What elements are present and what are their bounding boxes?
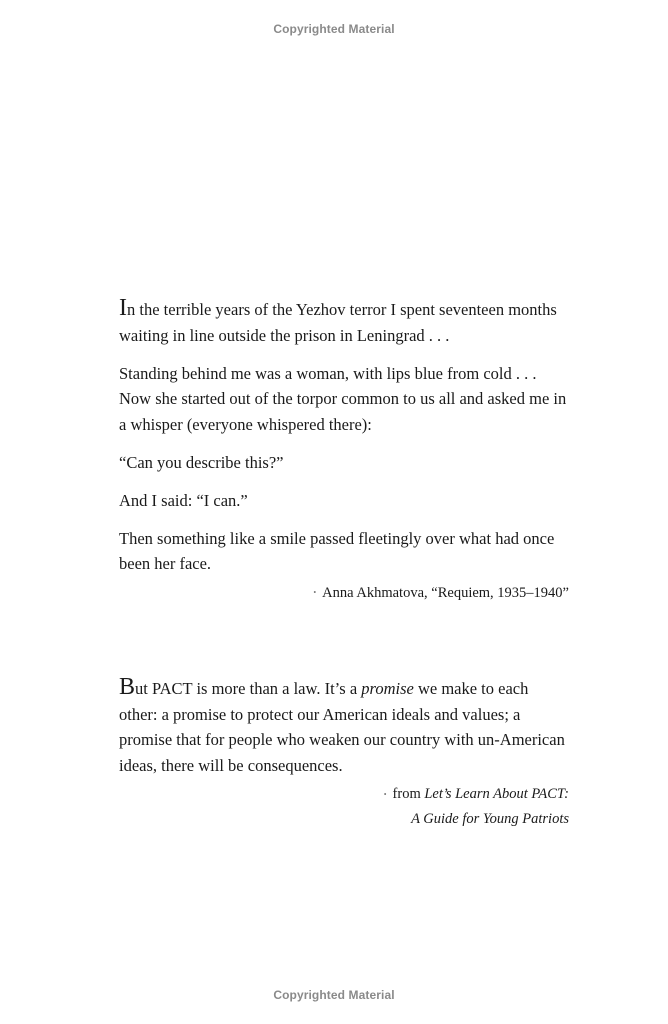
drop-cap: I — [119, 295, 127, 321]
drop-cap: B — [119, 674, 136, 700]
bullet-icon: • — [383, 789, 387, 799]
paragraph-text-before: ut PACT is more than a law. It’s a — [135, 679, 362, 698]
epigraph-attribution — [119, 782, 569, 831]
paragraph-text-after: we make to each other: a promise to protect our American ideals and values; a promise that for people who weaken our country with un-American ideas, there will be consequences. — [119, 679, 565, 775]
attribution-text: Anna Akhmatova, “Requiem, 1935–1940” — [322, 584, 569, 601]
copyright-watermark-top: Copyrighted Material — [273, 22, 395, 36]
epigraph-paragraph: Standing behind me was a woman, with lips blue from cold . . . Now she started out of the torpor common to us all and asked me in a whisper (everyone whispered there): — [119, 363, 567, 434]
epigraph-paragraph: And I said: “I can.” — [119, 490, 248, 510]
epigraph-paragraph — [119, 676, 569, 778]
copyright-watermark-bottom: Copyrighted Material — [273, 988, 395, 1002]
epigraph-paragraph: Then something like a smile passed fleetingly over what had once been her face. — [119, 528, 555, 573]
epigraph-paragraph — [119, 297, 569, 348]
attribution-title-line2: A Guide for Young Patriots — [411, 810, 569, 827]
epigraph-akhmatova — [119, 297, 569, 605]
epigraph-paragraph: “Can you describe this?” — [119, 452, 284, 472]
bullet-icon: • — [313, 588, 317, 598]
epigraph-attribution — [119, 581, 569, 606]
paragraph-text: n the terrible years of the Yezhov terror I spent seventeen months waiting in line outside the prison in Leningrad . . . — [119, 300, 557, 345]
attribution-prefix: from — [392, 786, 425, 802]
epigraph-pact — [119, 676, 569, 831]
paragraph-emphasis: promise — [361, 679, 414, 698]
attribution-title-line1: Let’s Learn About PACT: — [424, 786, 569, 802]
